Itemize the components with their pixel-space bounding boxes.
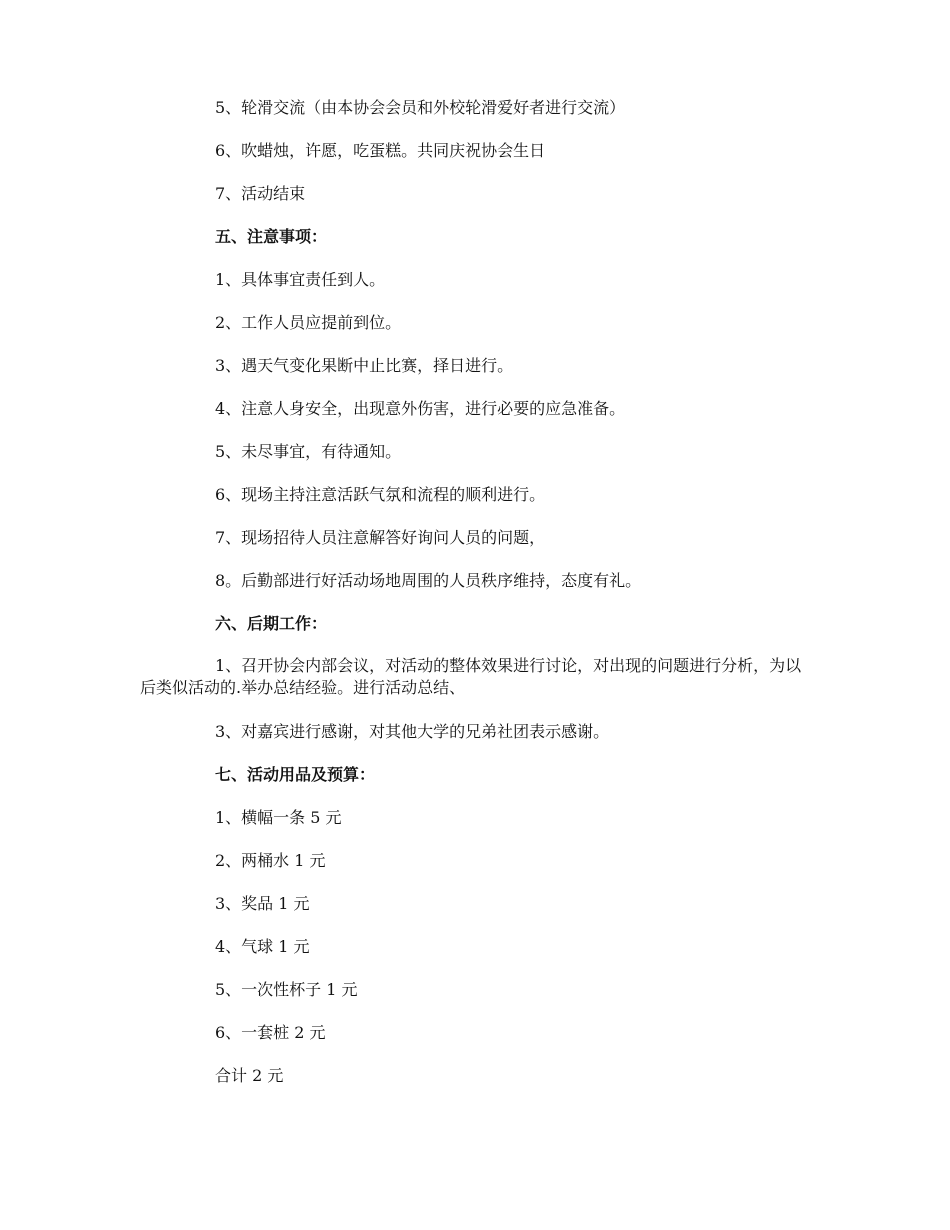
list-item-host: 6、现场主持注意活跃气氛和流程的顺利进行。: [215, 485, 546, 504]
list-item-weather: 3、遇天气变化果断中止比赛，择日进行。: [215, 356, 514, 375]
list-item-event-end: 7、活动结束: [215, 184, 306, 203]
section-heading-precautions: 五、注意事项：: [215, 227, 328, 246]
budget-item-balloons: 4、气球 1 元: [215, 937, 310, 956]
list-item-internal-meeting: 1、召开协会内部会议，对活动的整体效果进行讨论，对出现的问题进行分析，为以后类似活动的.举办总结经验。进行活动总结、: [140, 656, 802, 697]
budget-item-prizes: 3、奖品 1 元: [215, 894, 310, 913]
list-item-thanks: 3、对嘉宾进行感谢，对其他大学的兄弟社团表示感谢。: [215, 722, 610, 741]
section-heading-follow-up: 六、后期工作：: [215, 614, 328, 633]
list-item-reception: 7、现场招待人员注意解答好询问人员的问题，: [215, 528, 546, 547]
list-item-pending-notice: 5、未尽事宜，有待通知。: [215, 442, 402, 461]
budget-item-water: 2、两桶水 1 元: [215, 851, 326, 870]
section-heading-budget: 七、活动用品及预算：: [215, 765, 376, 784]
list-item-safety: 4、注意人身安全，出现意外伤害，进行必要的应急准备。: [215, 399, 626, 418]
budget-item-banner: 1、横幅一条 5 元: [215, 808, 342, 827]
list-item-responsibility: 1、具体事宜责任到人。: [215, 270, 386, 289]
budget-item-cones: 6、一套桩 2 元: [215, 1023, 326, 1042]
list-item-logistics: 8。后勤部进行好活动场地周围的人员秩序维持，态度有礼。: [215, 571, 642, 590]
budget-total: 合计 2 元: [215, 1066, 284, 1085]
budget-item-cups: 5、一次性杯子 1 元: [215, 980, 358, 999]
list-item-rollerskating-exchange: 5、轮滑交流（由本协会会员和外校轮滑爱好者进行交流）: [215, 98, 626, 117]
list-item-birthday-celebration: 6、吹蜡烛，许愿，吃蛋糕。共同庆祝协会生日: [215, 141, 546, 160]
list-item-staff-arrival: 2、工作人员应提前到位。: [215, 313, 402, 332]
